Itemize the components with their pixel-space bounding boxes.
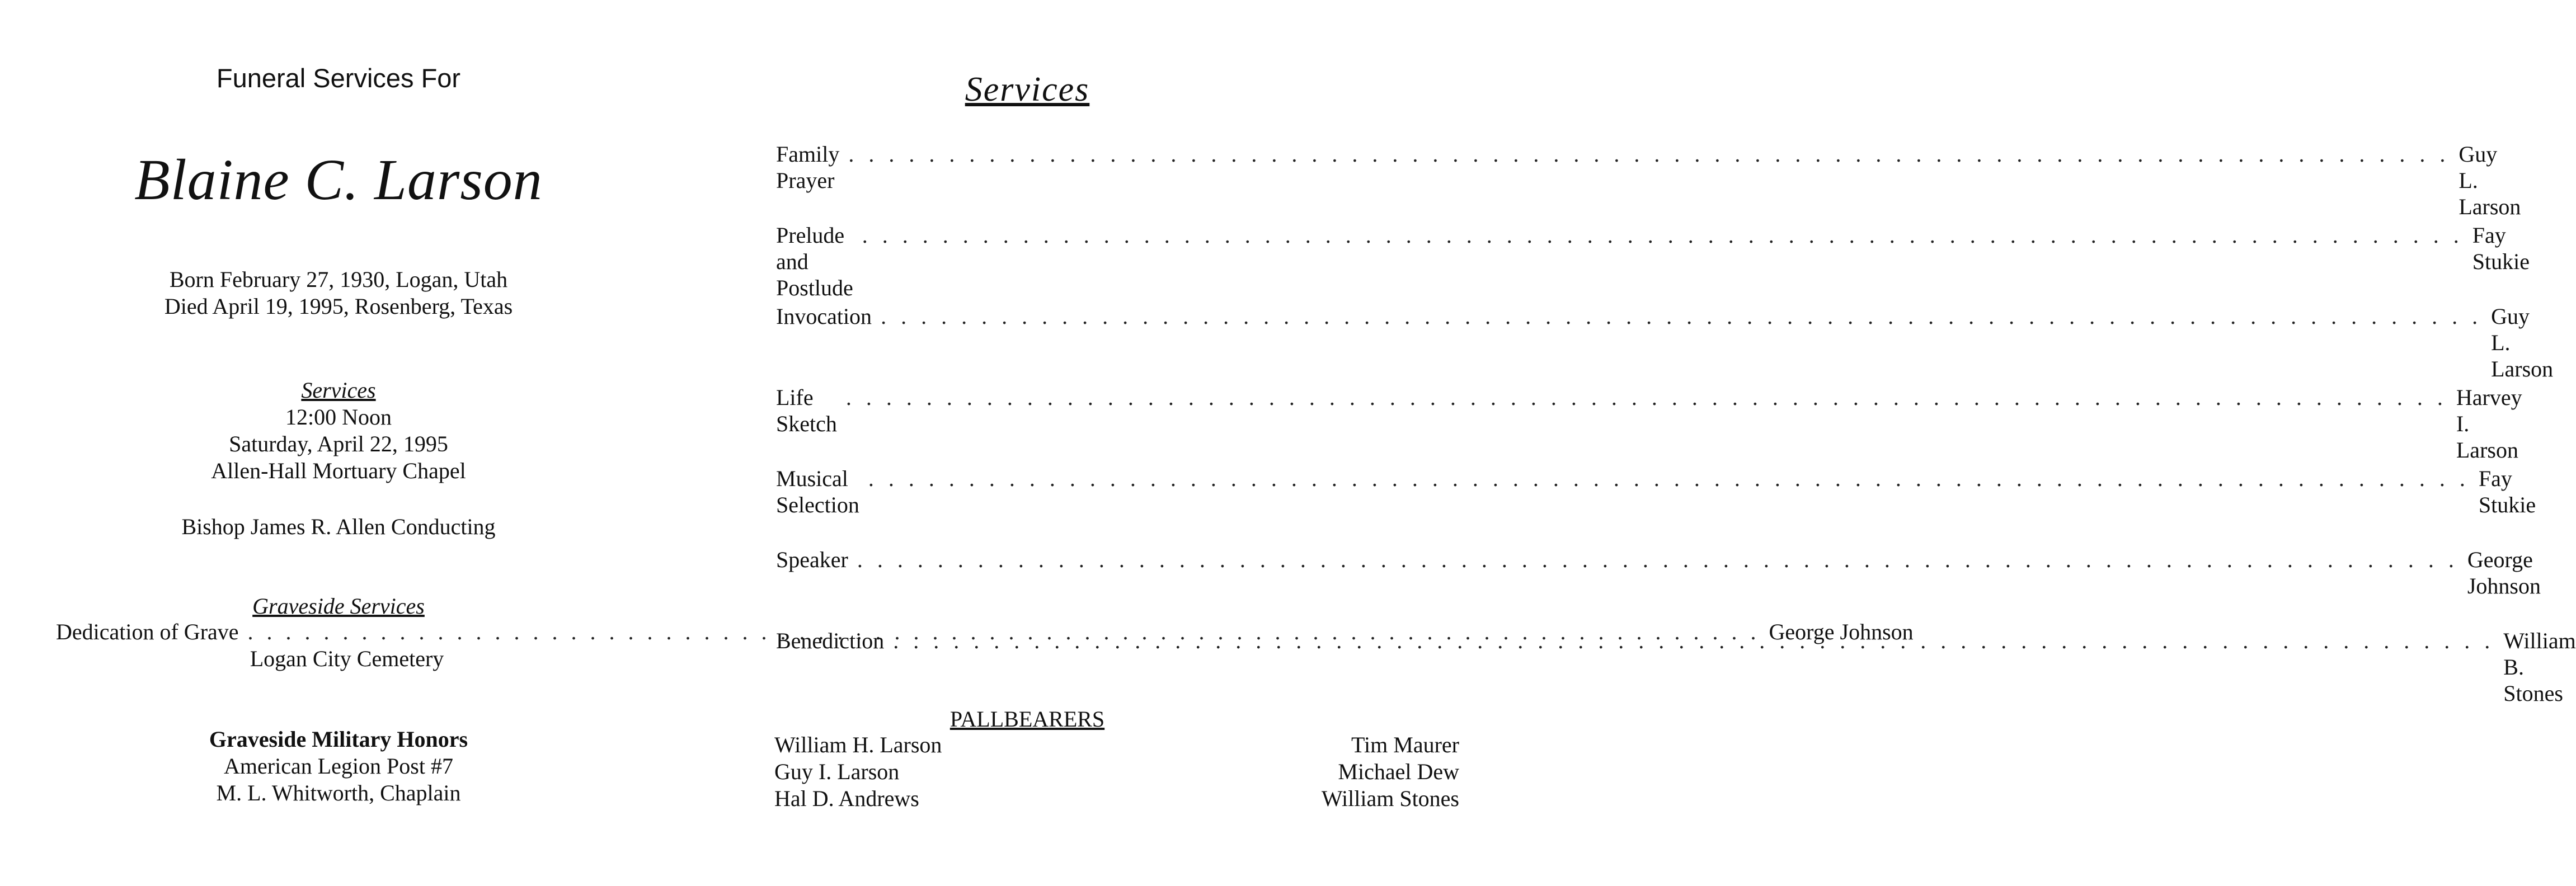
services-place: Allen-Hall Mortuary Chapel <box>211 458 466 483</box>
pallbearer-name: Michael Dew <box>1338 759 1459 784</box>
military-chaplain: M. L. Whitworth, Chaplain <box>216 780 461 805</box>
leader-dots <box>868 465 2470 492</box>
program-row-family-prayer <box>776 141 2521 222</box>
pallbearer-name: Guy I. Larson <box>774 759 900 784</box>
died-line: Died April 19, 1995, Rosenberg, Texas <box>164 294 513 319</box>
program-row-invocation <box>776 303 2554 384</box>
pallbearer-name: Hal D. Andrews <box>774 786 919 811</box>
program-item: Family Prayer <box>776 142 840 193</box>
graveside-title: Graveside Services <box>252 593 425 619</box>
program-person: Fay Stukie <box>2478 466 2536 517</box>
program-row-life-sketch <box>776 384 2522 465</box>
program-person: Guy L. Larson <box>2459 142 2521 219</box>
services-date: Saturday, April 22, 1995 <box>229 431 448 456</box>
military-post: American Legion Post #7 <box>224 753 453 779</box>
services-info <box>0 377 677 484</box>
program-item: Invocation <box>776 304 872 329</box>
leader-dots <box>846 384 2447 411</box>
pallbearers-right-column <box>1127 732 1459 812</box>
military-title: Graveside Military Honors <box>209 727 468 752</box>
program-item: Musical Selection <box>776 466 859 517</box>
born-line: Born February 27, 1930, Logan, Utah <box>169 267 508 292</box>
pallbearers-title: PALLBEARERS <box>949 706 1105 732</box>
leader-dots <box>881 303 2482 329</box>
program-title: Services <box>965 70 1090 109</box>
program-row-prelude <box>776 222 2530 303</box>
program-person: Guy L. Larson <box>2491 304 2554 381</box>
cemetery-line: Logan City Cemetery <box>250 646 444 671</box>
program-row-speaker <box>776 546 2541 628</box>
pallbearer-name: Tim Maurer <box>1351 732 1459 757</box>
program-row-musical-selection <box>776 465 2536 546</box>
pallbearers-left-column <box>774 732 942 812</box>
program-item: Speaker <box>776 547 848 572</box>
program-item: Prelude and Postlude <box>776 223 853 300</box>
funeral-heading: Funeral Services For <box>216 63 461 93</box>
program-person: George Johnson <box>2467 547 2541 598</box>
services-title: Services <box>301 378 376 403</box>
program-person: William B. Stones <box>2503 628 2576 706</box>
program-item: Benediction <box>776 628 885 653</box>
leader-dots <box>862 222 2464 248</box>
pallbearer-name: William H. Larson <box>774 732 942 757</box>
program-person: Fay Stukie <box>2472 223 2530 274</box>
program-list <box>776 141 2576 709</box>
life-dates <box>0 266 677 320</box>
leader-dots <box>857 546 2459 573</box>
leader-dots <box>893 628 2494 654</box>
dedication-person: George Johnson <box>1769 619 1914 644</box>
right-panel <box>685 0 2576 886</box>
services-time: 12:00 Noon <box>285 404 392 430</box>
dedication-label: Dedication of Grave <box>56 619 239 644</box>
decedent-name: Blaine C. Larson <box>134 148 543 212</box>
conducting-line: Bishop James R. Allen Conducting <box>181 514 496 539</box>
program-item: Life Sketch <box>776 385 837 436</box>
pallbearer-name: William Stones <box>1321 786 1459 811</box>
leader-dots <box>848 141 2450 167</box>
program-person: Harvey I. Larson <box>2456 385 2522 463</box>
military-honors <box>0 726 677 807</box>
